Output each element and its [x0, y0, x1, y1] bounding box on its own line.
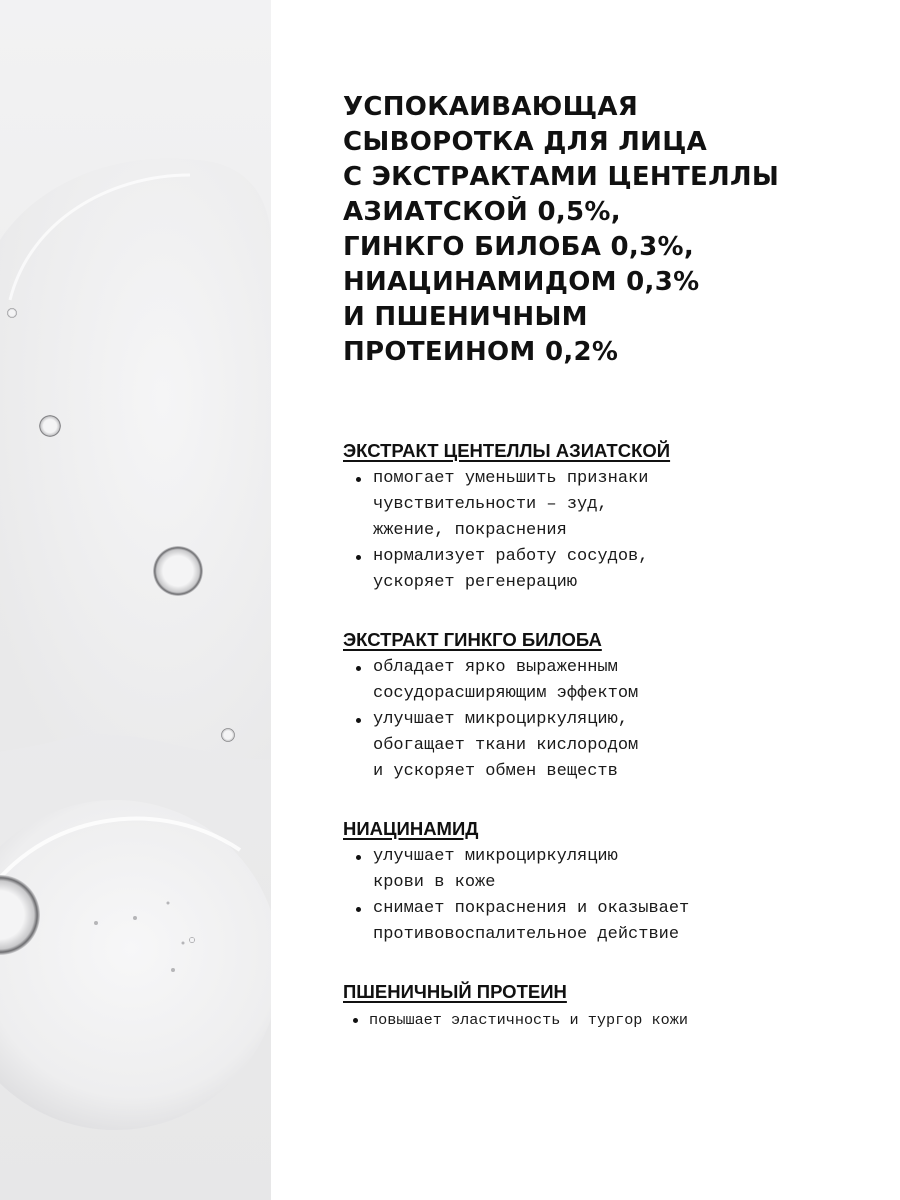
- section-heading: ПШЕНИЧНЫЙ ПРОТЕИН: [343, 981, 567, 1002]
- title-line: И ПШЕНИЧНЫМ: [343, 302, 588, 332]
- list-item: повышает эластичность и тургор кожи: [343, 1007, 863, 1033]
- benefit-list: [343, 655, 863, 785]
- title-line: АЗИАТСКОЙ 0,5%,: [343, 197, 621, 227]
- list-item: улучшает микроциркуляцию, обогащает ткани кислородом и ускоряет обмен веществ: [343, 707, 863, 785]
- title-line: СЫВОРОТКА ДЛЯ ЛИЦА: [343, 127, 708, 157]
- benefit-list: [343, 466, 863, 596]
- list-item: помогает уменьшить признаки чувствительности – зуд, жжение, покраснения: [343, 466, 863, 544]
- section-heading: ЭКСТРАКТ ЦЕНТЕЛЛЫ АЗИАТСКОЙ: [343, 440, 671, 461]
- list-item: обладает ярко выраженным сосудорасширяющим эффектом: [343, 655, 863, 707]
- serum-drops-photo: [0, 0, 271, 1200]
- benefit-list: [343, 1007, 863, 1033]
- section-wheat-protein: [343, 981, 863, 1033]
- product-info: [343, 90, 863, 1029]
- title-line: УСПОКАИВАЮЩАЯ: [343, 92, 639, 122]
- title-line: С ЭКСТРАКТАМИ ЦЕНТЕЛЛЫ: [343, 162, 780, 192]
- product-title: [343, 90, 863, 370]
- section-heading: ЭКСТРАКТ ГИНКГО БИЛОБА: [343, 629, 602, 650]
- section-ginkgo: [343, 629, 863, 785]
- title-line: ГИНКГО БИЛОБА 0,3%,: [343, 232, 695, 262]
- benefit-list: [343, 844, 863, 948]
- list-item: нормализует работу сосудов, ускоряет регенерацию: [343, 544, 863, 596]
- section-heading: НИАЦИНАМИД: [343, 818, 479, 839]
- water-drops-icon: [0, 0, 271, 1200]
- section-niacinamide: [343, 818, 863, 948]
- list-item: улучшает микроциркуляцию крови в коже: [343, 844, 863, 896]
- title-line: ПРОТЕИНОМ 0,2%: [343, 337, 619, 367]
- list-item: снимает покраснения и оказывает противовоспалительное действие: [343, 896, 863, 948]
- title-line: НИАЦИНАМИДОМ 0,3%: [343, 267, 700, 297]
- section-centella: [343, 440, 863, 596]
